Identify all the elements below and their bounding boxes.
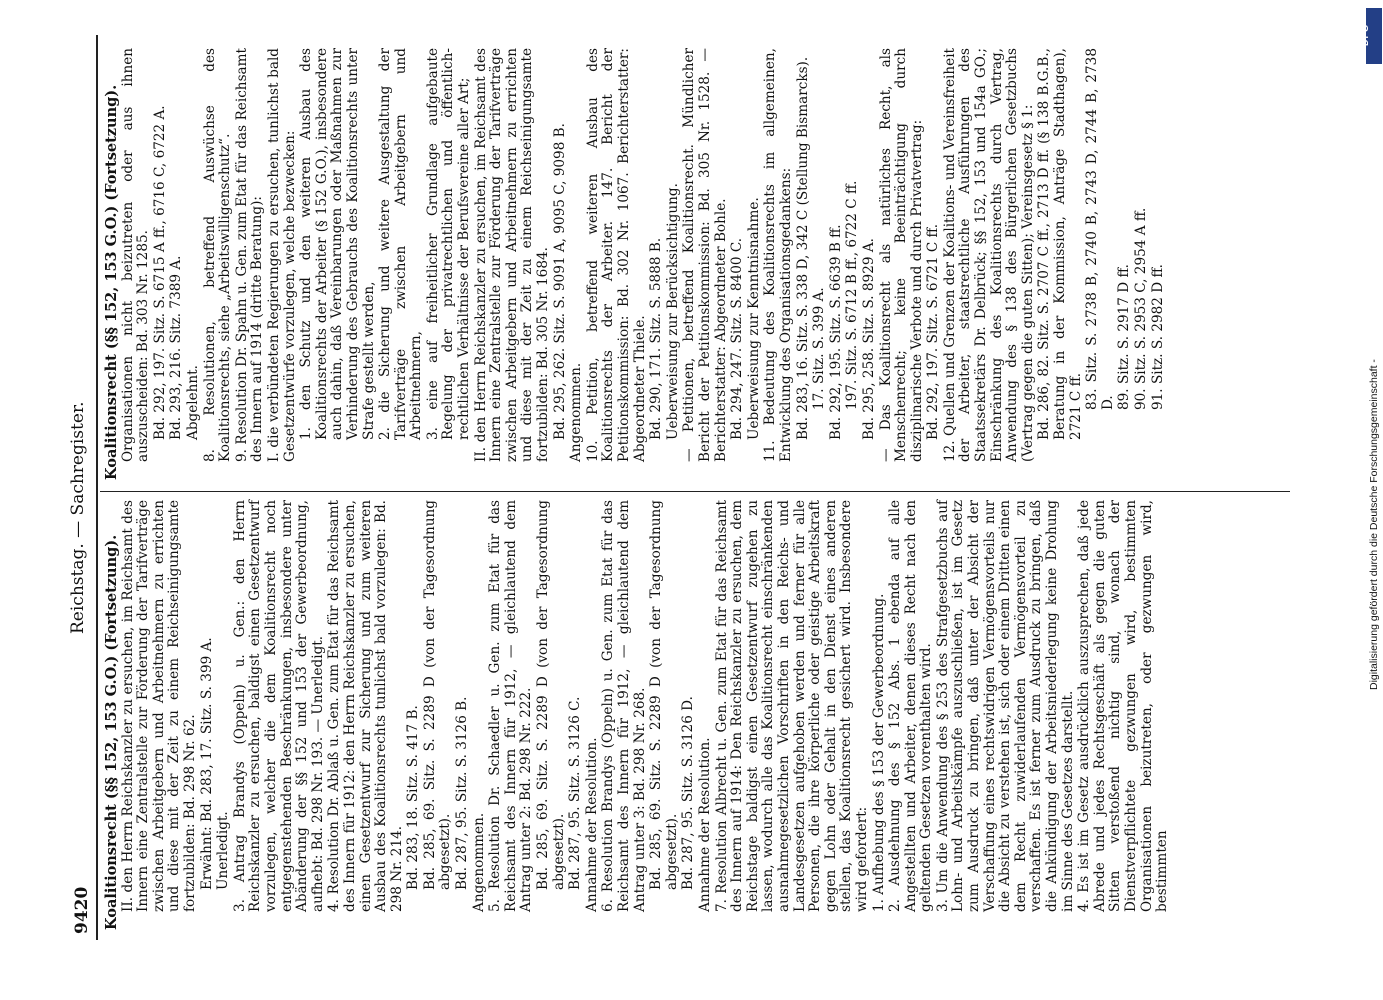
column-divider — [100, 491, 1290, 492]
status: Angenommen. — [470, 812, 487, 912]
entry: 12. Quellen und Grenzen der Koalitions- und Vereinsfreiheit der Arbeiter, staatsrechtliche Ausführungen des Staatssekretärs Dr. Delbrück; §§ 152, 153 und 154a GO.; Einschränkung des Koalitionsrechts durch Vertrag, Anwendung des § 138 des Bürgerlichen Gesetzbuchs (Vertrag gegen die guten Sitten); Vereinsgesetz § 1: — [941, 48, 1036, 462]
reference: Bd. 283, 16. Sitz. S. 338 D, 342 C (Stellung Bismarcks). — [794, 56, 811, 440]
sub-entry: 2. Ausdehnung des § 152 Abs. 1 ebenda auf alle Angestellten und Arbeiter, denen dieses Recht nach den geltenden Gesetzen vorenthalten wird. — [887, 500, 935, 912]
status: Abgelehnt. — [184, 365, 201, 440]
reference: 83. Sitz. S. 2738 B, 2740 B, 2743 D, 2744 B, 2738 D. — [1084, 48, 1116, 410]
status: Annahme der Resolution. — [696, 737, 713, 912]
reference: Bd. 293, 216. Sitz. 7389 A. — [168, 255, 185, 440]
entry: — Das Koalitionsrecht als natürliches Recht, als Menschenrecht; keine Beeinträchtigung durch disziplinarische Verbote und durch Privatvertrag: — [877, 48, 925, 462]
reference: Bd. 285, 69. Sitz. S. 2289 D (von der Tagesordnung abgesetzt). — [648, 500, 680, 890]
status: Angenommen. — [568, 362, 585, 462]
reference: Bd. 295, 258. Sitz. S. 8929 A. — [860, 238, 877, 440]
header-rule — [96, 35, 98, 940]
reference: Bd. 287, 95. Sitz. S. 3126 C. — [567, 696, 584, 890]
dfg-logo — [1360, 8, 1382, 64]
sub-entry: 3. Um die Anwendung des § 253 des Strafgesetzbuchs auf Lohn- und Arbeitskämpfe auszuschließen, ist im Gesetz zum Ausdruck zu bringen, daß unter der Absicht der Verschaffung eines rechtswidrigen Vermögensvorteils nur die Absicht zu verstehen ist, sich oder einem Dritten einen dem Recht zuwiderlaufenden Vermögensvorteil zu verschaffen. Es ist ferner zum Ausdruck zu bringen, daß die Ankündigung der Arbeitsniederlegung keine Drohung im Sinne des Gesetzes darstellt. — [934, 500, 1076, 912]
sub-entry: 3. eine auf freiheitlicher Grundlage aufgebaute Regelung der privatrechtlichen und öffentlich-rechtlichen Verhältnisse der Berufsvereine aller Art; — [424, 48, 473, 440]
reference: 91. Sitz. S. 2982 D ff. — [1149, 264, 1166, 410]
reference: 197. Sitz. S. 6712 B ff., 6722 C ff. — [844, 180, 861, 410]
entry: 11. Bedeutung des Koalitionsrechts im allgemeinen, Entwicklung des Organisationsgedankens: — [762, 48, 794, 462]
status: Annahme der Resolution. — [583, 737, 600, 912]
reference: Erwähnt: Bd. 283, 17. Sitz. S. 399 A. — [198, 637, 215, 890]
sub-entry: 1. Aufhebung des § 153 der Gewerbeordnung. — [870, 593, 887, 912]
entry: Organisationen nicht beizutreten oder aus ihnen auszuscheiden: Bd. 303 Nr. 1285. — [119, 48, 152, 462]
sub-entry: 4. Es ist im Gesetz ausdrücklich auszusprechen, daß jede Abrede und jedes Rechtsgeschäft als gegen die guten Sitten verstoßend nichtig sind, wonach der Dienstverpflichtete gezwungen wird, bestimmten Organisationen beizutreten, oder gezwungen wird, bestimmten — [1076, 500, 1171, 912]
entry: 3. Antrag Brandys (Oppeln) u. Gen.: den Herrn Reichskanzler zu ersuchen, baldigst einen Gesetzentwurf vorzulegen, welcher die dem Koalitionsrecht noch entgegenstehenden Beschränkungen, insbesondere unter Abänderung der §§ 152 und 153 der Gewerbeordnung, aufhebt: Bd. 298 Nr. 193. — Unerledigt. — [231, 500, 326, 912]
column-heading: Koalitionsrecht (§§ 152, 153 G.O.) (Fortsetzung). — [103, 84, 120, 480]
reference: Bd. 294, 247. Sitz. S. 8400 C. — [729, 237, 746, 440]
reference: 90. Sitz. S. 2953 C, 2954 A ff. — [1133, 207, 1149, 410]
reference: Bd. 287, 95. Sitz. S. 3126 D. — [680, 696, 697, 890]
digitization-credit: Digitalisierung gefördert durch die Deutsche Forschungsgemeinschaft - — [1368, 359, 1380, 690]
entry: 4. Resolution Dr. Ablaß u. Gen. zum Etat für das Reichsamt des Innern für 1912: den Herrn Reichskanzler zu ersuchen, einen Gesetzentwurf zur Sicherung und zum weiteren Ausbau des Koalitionsrechts tunlichst bald vorzulegen: Bd. 298 Nr. 214. — [326, 500, 405, 912]
reference: Bd. 285, 69. Sitz. S. 2289 D (von der Tagesordnung abgesetzt). — [535, 500, 567, 890]
reference: Bd. 286, 82. Sitz. S. 2707 C ff., 2713 D ff. (§ 138 B.G.B., Beratung in der Kommission, Anträge Stadthagen), 2721 C ff. — [1036, 48, 1084, 440]
left-column — [104, 500, 1172, 930]
reference: Bd. 292, 195. Sitz. S. 6639 B ff. — [827, 224, 844, 440]
column-heading: Koalitionsrecht (§§ 152, 153 G.O.) (Fortsetzung). — [103, 534, 120, 930]
right-column — [104, 48, 1167, 480]
status: Unerledigt. — [215, 811, 232, 890]
reference: 17. Sitz. S. 399 A. — [811, 287, 828, 410]
page-header — [58, 34, 98, 934]
running-title: Reichstag. — Sachregister. — [68, 401, 88, 634]
sub-entry: II. den Herrn Reichskanzler zu ersuchen, im Reichsamt des Innern eine Zentralstelle zur Förderung der Tarifverträge zwischen Arbeitgebern und Arbeitnehmern zu errichten und diese mit der Zeit zu einem Reichseinigungsamte fortzubilden: Bd. 305 Nr. 1684. — [472, 48, 552, 462]
reference: Bd. 285, 69. Sitz. S. 2289 D (von der Tagesordnung abgesetzt). — [421, 500, 454, 890]
sub-entry: 1. den Schutz und den weiteren Ausbau des Koalitionsrechts der Arbeiter (§ 152 G.O.), insbesondere auch dahin, daß Vereinbarungen oder Maßnahmen zur Verhinderung des Gebrauchs des Koalitionsrechts unter Strafe gestellt werden, — [298, 48, 377, 440]
page-number: 9420 — [72, 886, 92, 934]
reference: Bd. 292, 197. Sitz. S. 6715 A ff., 6716 C, 6722 A. — [151, 105, 168, 440]
entry: — Petitionen, betreffend Koalitionsrecht. Mündlicher Bericht der Petitionskommission: Bd. 305 Nr. 1528. — Berichterstatter: Abgeordneter Bohle. — [681, 48, 729, 462]
reference: Bd. 287, 95. Sitz. S. 3126 B. — [454, 696, 471, 890]
reference: Bd. 283, 18. Sitz. S. 417 B. — [405, 705, 422, 890]
entry: 8. Resolutionen, betreffend Auswüchse des Koalitionsrechts, siehe „Arbeitswilligenschutz“. — [201, 48, 234, 462]
status: Ueberweisung zur Berücksichtigung. — [664, 183, 681, 440]
entry: 10. Petition, betreffend weiteren Ausbau des Koalitionsrechts der Arbeiter. 147. Bericht der Petitionskommission: Bd. 302 Nr. 1067. Berichterstatter: Abgeordneter Thiele. — [584, 48, 648, 462]
entry: II. den Herrn Reichskanzler zu ersuchen, im Reichsamt des Innern eine Zentralstelle zur Förderung der Tarifverträge zwischen Arbeitgebern und Arbeitnehmern zu errichten und diese mit der Zeit zu einem Reichseinigungsamte fortzubilden: Bd. 298 Nr. 62. — [119, 500, 198, 912]
reference: 89. Sitz. S. 2917 D ff. — [1116, 264, 1133, 410]
entry: 9. Resolution Dr. Spahn u. Gen. zum Etat für das Reichsamt des Innern auf 1914 (dritte Beratung): — [233, 48, 266, 462]
entry: 5. Resolution Dr. Schaedler u. Gen. zum Etat für das Reichsamt des Innern für 1912, — gleichlautend dem Antrag unter 2: Bd. 298 Nr. 222. — [487, 500, 535, 912]
status: Ueberweisung zur Kenntnisnahme. — [745, 197, 762, 440]
entry: 6. Resolution Brandys (Oppeln) u. Gen. zum Etat für das Reichsamt des Innern für 1912, — gleichlautend dem Antrag unter 3: Bd. 298 Nr. 268. — [600, 500, 648, 912]
reference: Bd. 292, 197. Sitz. S. 6721 C ff. — [925, 223, 942, 440]
reference: Bd. 290, 171. Sitz. S. 5888 B. — [648, 237, 665, 440]
reference: Bd. 295, 262. Sitz. S. 9091 A, 9095 C, 9098 B. — [551, 123, 568, 440]
sub-entry: I. die verbündeten Regierungen zu ersuchen, tunlichst bald Gesetzentwürfe vorzulegen, welche bezwecken: — [265, 48, 298, 462]
dfg-logo-text: DFG — [1360, 24, 1370, 46]
entry: 7. Resolution Albrecht u. Gen. zum Etat für das Reichsamt des Innern auf 1914: Den Reichskanzler zu ersuchen, dem Reichstage baldigst einen Gesetzentwurf zugehen zu lassen, wodurch alle das Koalitionsrecht einschränkenden ausnahmegesetzlichen Vorschriften in den Reichs- und Landesgesetzen aufgehoben werden und ferner für alle Personen, die ihre körperliche oder geistige Arbeitskraft gegen Lohn oder Gehalt in den Dienst eines anderen stellen, das Koalitionsrecht gesichert wird. Insbesondere wird gefordert: — [713, 500, 870, 912]
sub-entry: 2. die Sicherung und weitere Ausgestaltung der Tarifverträge zwischen Arbeitgebern und Arbeitnehmern, — [377, 48, 425, 440]
